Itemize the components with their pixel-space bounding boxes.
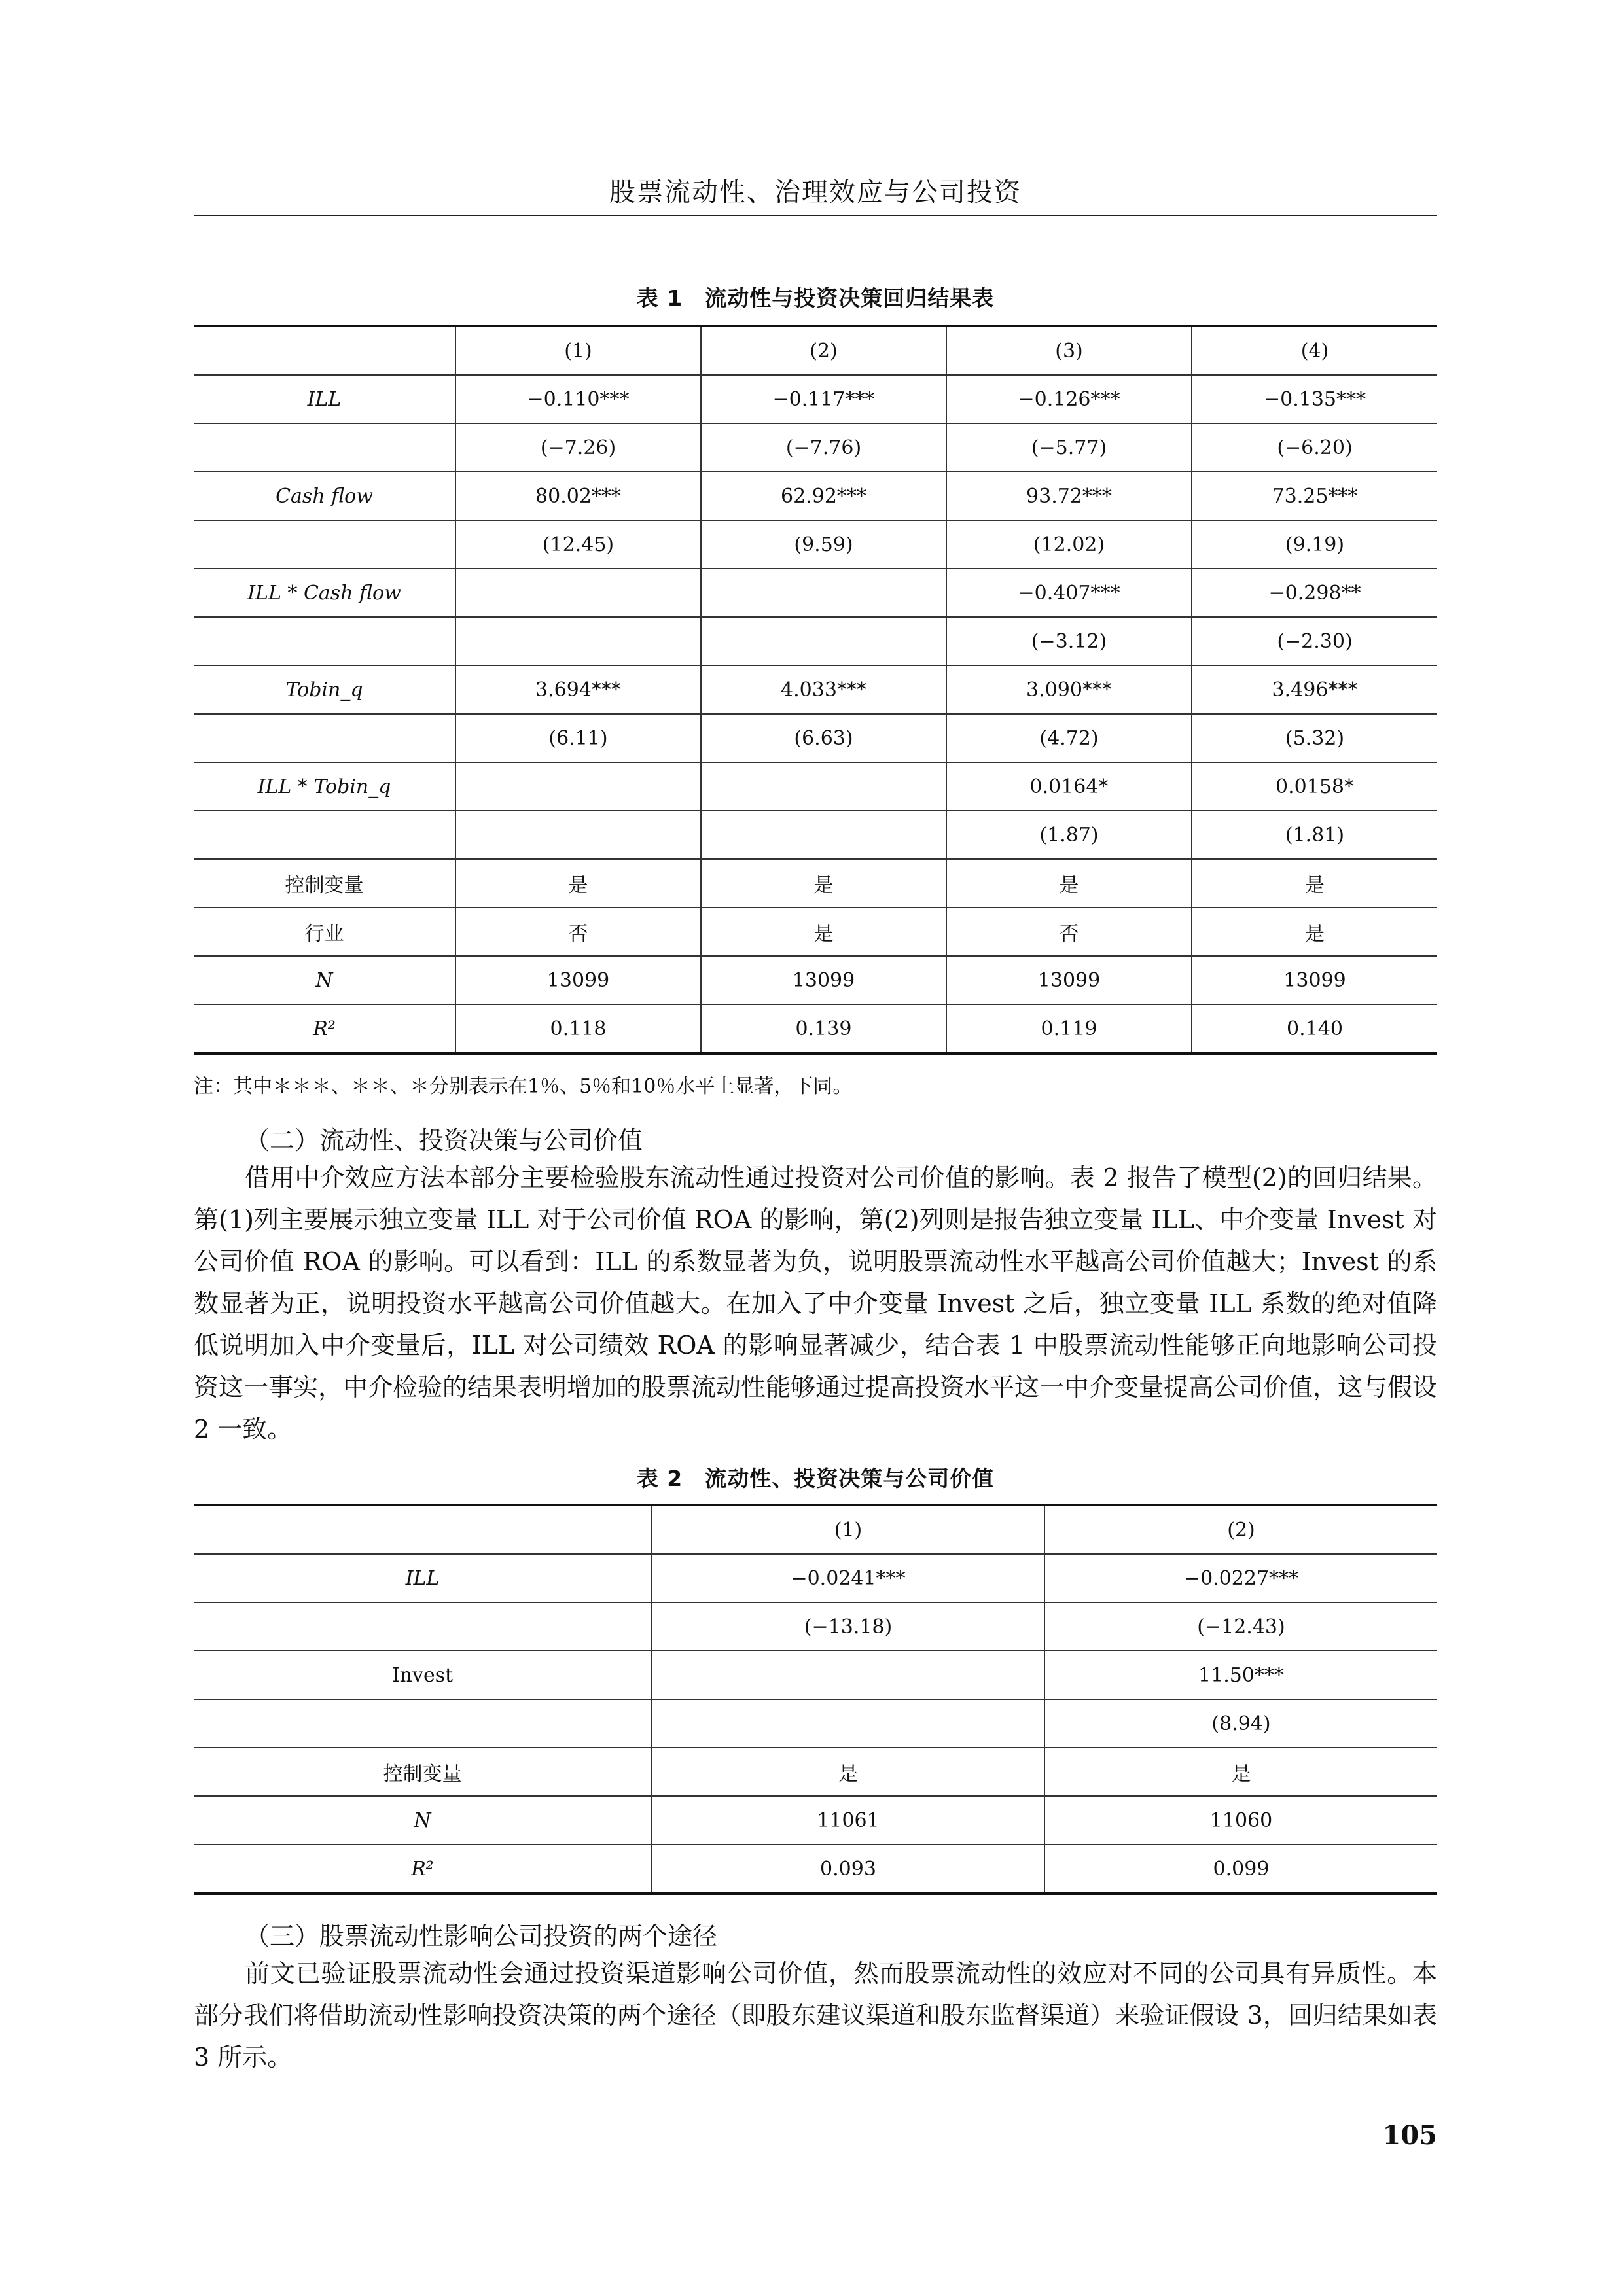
table-cell: (−2.30)	[1192, 617, 1437, 665]
row-label-cell: Invest	[194, 1651, 652, 1699]
table-cell	[455, 617, 701, 665]
table-row	[194, 1554, 1437, 1602]
row-label-cell	[194, 1602, 652, 1651]
table-cell: 否	[455, 908, 701, 956]
table1-header-row	[194, 326, 1437, 375]
row-label-cell: R²	[194, 1004, 455, 1053]
table-cell: (1.87)	[946, 811, 1192, 859]
row-label-cell: N	[194, 956, 455, 1004]
table-cell: (8.94)	[1044, 1699, 1437, 1748]
row-label-cell: 控制变量	[194, 1748, 652, 1796]
table-cell: (9.19)	[1192, 520, 1437, 569]
table-cell	[701, 617, 946, 665]
section2-heading: （二）流动性、投资决策与公司价值	[245, 1126, 643, 1155]
table-cell: (−7.26)	[455, 423, 701, 472]
table-row	[194, 375, 1437, 423]
table-cell: −0.0241***	[652, 1554, 1044, 1602]
table-cell: 是	[455, 859, 701, 908]
row-label-cell: ILL	[194, 375, 455, 423]
table-row	[194, 714, 1437, 762]
table-cell: (1)	[455, 326, 701, 375]
row-label-cell: Tobin_q	[194, 665, 455, 714]
table-row	[194, 520, 1437, 569]
table-cell: −0.117***	[701, 375, 946, 423]
row-label-cell	[194, 326, 455, 375]
table-cell: 80.02***	[455, 472, 701, 520]
table-row	[194, 617, 1437, 665]
table-cell: (2)	[701, 326, 946, 375]
row-label-cell: ILL	[194, 1554, 652, 1602]
table-cell	[652, 1699, 1044, 1748]
table1-note: 注：其中＊＊＊、＊＊、＊分别表示在1％、5％和10％水平上显著，下同。	[194, 1075, 853, 1098]
table-cell: 0.139	[701, 1004, 946, 1053]
table-cell: 0.119	[946, 1004, 1192, 1053]
table-cell: (2)	[1044, 1505, 1437, 1554]
row-label-cell: 控制变量	[194, 859, 455, 908]
table-cell	[455, 762, 701, 811]
table2-header-row	[194, 1505, 1437, 1554]
table-cell: (−3.12)	[946, 617, 1192, 665]
table-cell: (3)	[946, 326, 1192, 375]
table-cell: −0.0227***	[1044, 1554, 1437, 1602]
table-cell	[652, 1651, 1044, 1699]
table-cell	[701, 811, 946, 859]
table-cell: 13099	[946, 956, 1192, 1004]
row-label-cell: 行业	[194, 908, 455, 956]
row-label-cell: ILL * Cash flow	[194, 569, 455, 617]
table-cell	[455, 811, 701, 859]
table-cell	[701, 569, 946, 617]
table-cell	[455, 569, 701, 617]
table-cell: 73.25***	[1192, 472, 1437, 520]
table-cell: −0.298**	[1192, 569, 1437, 617]
table-row	[194, 569, 1437, 617]
table-row	[194, 665, 1437, 714]
table-row	[194, 811, 1437, 859]
table-cell	[701, 762, 946, 811]
table1-caption: 表 1 流动性与投资决策回归结果表	[636, 285, 995, 311]
row-label-cell: Cash flow	[194, 472, 455, 520]
table-row	[194, 472, 1437, 520]
table-cell: 是	[1192, 908, 1437, 956]
table-cell: (−13.18)	[652, 1602, 1044, 1651]
table-cell: 13099	[701, 956, 946, 1004]
table-cell: 0.140	[1192, 1004, 1437, 1053]
table-cell: 3.694***	[455, 665, 701, 714]
table-cell: 是	[701, 908, 946, 956]
table-row	[194, 1748, 1437, 1796]
table-row	[194, 762, 1437, 811]
table-cell: 是	[701, 859, 946, 908]
table-cell: 0.093	[652, 1845, 1044, 1894]
table-cell: 是	[946, 859, 1192, 908]
header-rule	[194, 215, 1437, 216]
table-cell: (−12.43)	[1044, 1602, 1437, 1651]
table2	[194, 1504, 1437, 1895]
table-cell: 0.118	[455, 1004, 701, 1053]
table-row	[194, 1796, 1437, 1845]
table-row	[194, 1651, 1437, 1699]
table-row	[194, 956, 1437, 1004]
row-label-cell	[194, 811, 455, 859]
running-head: 股票流动性、治理效应与公司投资	[609, 177, 1022, 207]
table-cell: −0.126***	[946, 375, 1192, 423]
table-row	[194, 1845, 1437, 1894]
table-cell: (5.32)	[1192, 714, 1437, 762]
table2-caption: 表 2 流动性、投资决策与公司价值	[636, 1466, 995, 1491]
section3-paragraph: 前文已验证股票流动性会通过投资渠道影响公司价值，然而股票流动性的效应对不同的公司具有异质性。本部分我们将借助流动性影响投资决策的两个途径（即股东建议渠道和股东监督渠道）来验证假设 3，回归结果如表 3 所示。	[194, 1959, 1437, 2072]
table-cell: −0.135***	[1192, 375, 1437, 423]
table-cell: (4)	[1192, 326, 1437, 375]
table-cell: 0.099	[1044, 1845, 1437, 1894]
table-cell: (12.45)	[455, 520, 701, 569]
table-cell: 0.0158*	[1192, 762, 1437, 811]
row-label-cell	[194, 714, 455, 762]
table-cell: (12.02)	[946, 520, 1192, 569]
table-cell: (1)	[652, 1505, 1044, 1554]
table-row	[194, 908, 1437, 956]
row-label-cell	[194, 1505, 652, 1554]
table-cell: (−6.20)	[1192, 423, 1437, 472]
table-cell: −0.110***	[455, 375, 701, 423]
page-number: 105	[1382, 2120, 1437, 2151]
table-cell: 93.72***	[946, 472, 1192, 520]
table-row	[194, 1602, 1437, 1651]
table-row	[194, 859, 1437, 908]
table-cell: 0.0164*	[946, 762, 1192, 811]
table-cell: (6.11)	[455, 714, 701, 762]
table-cell: 是	[1192, 859, 1437, 908]
table-cell: (−5.77)	[946, 423, 1192, 472]
row-label-cell	[194, 423, 455, 472]
table-cell: 3.090***	[946, 665, 1192, 714]
table1	[194, 325, 1437, 1055]
table-cell: 11061	[652, 1796, 1044, 1845]
table-row	[194, 1004, 1437, 1053]
table-row	[194, 423, 1437, 472]
table-cell: (−7.76)	[701, 423, 946, 472]
table-cell: 11.50***	[1044, 1651, 1437, 1699]
table-cell: 11060	[1044, 1796, 1437, 1845]
table-cell: 否	[946, 908, 1192, 956]
row-label-cell	[194, 617, 455, 665]
table-row	[194, 1699, 1437, 1748]
row-label-cell	[194, 1699, 652, 1748]
section2-paragraph: 借用中介效应方法本部分主要检验股东流动性通过投资对公司价值的影响。表 2 报告了模型(2)的回归结果。第(1)列主要展示独立变量 ILL 对于公司价值 ROA 的影响，第(2)列则是报告独立变量 ILL、中介变量 Invest 对公司价值 ROA 的影响。可以看到：ILL 的系数显著为负，说明股票流动性水平越高公司价值越大；Invest 的系数显著为正，说明投资水平越高公司价值越大。在加入了中介变量 Invest 之后，独立变量 ILL 系数的绝对值降低说明加入中介变量后，ILL 对公司绩效 ROA 的影响显著减少，结合表 1 中股票流动性能够正向地影响公司投资这一事实，中介检验的结果表明增加的股票流动性能够通过提高投资水平这一中介变量提高公司价值，这与假设 2 一致。	[194, 1163, 1438, 1443]
table-cell: 是	[652, 1748, 1044, 1796]
row-label-cell: R²	[194, 1845, 652, 1894]
table-cell: 是	[1044, 1748, 1437, 1796]
table-cell: 62.92***	[701, 472, 946, 520]
row-label-cell: N	[194, 1796, 652, 1845]
table-cell: 13099	[1192, 956, 1437, 1004]
section3-heading: （三）股票流动性影响公司投资的两个途径	[245, 1922, 718, 1951]
table-cell: 13099	[455, 956, 701, 1004]
table-cell: (6.63)	[701, 714, 946, 762]
table-cell: 4.033***	[701, 665, 946, 714]
row-label-cell: ILL * Tobin_q	[194, 762, 455, 811]
table-cell: (1.81)	[1192, 811, 1437, 859]
table-cell: 3.496***	[1192, 665, 1437, 714]
table-cell: −0.407***	[946, 569, 1192, 617]
table-cell: (9.59)	[701, 520, 946, 569]
row-label-cell	[194, 520, 455, 569]
table-cell: (4.72)	[946, 714, 1192, 762]
